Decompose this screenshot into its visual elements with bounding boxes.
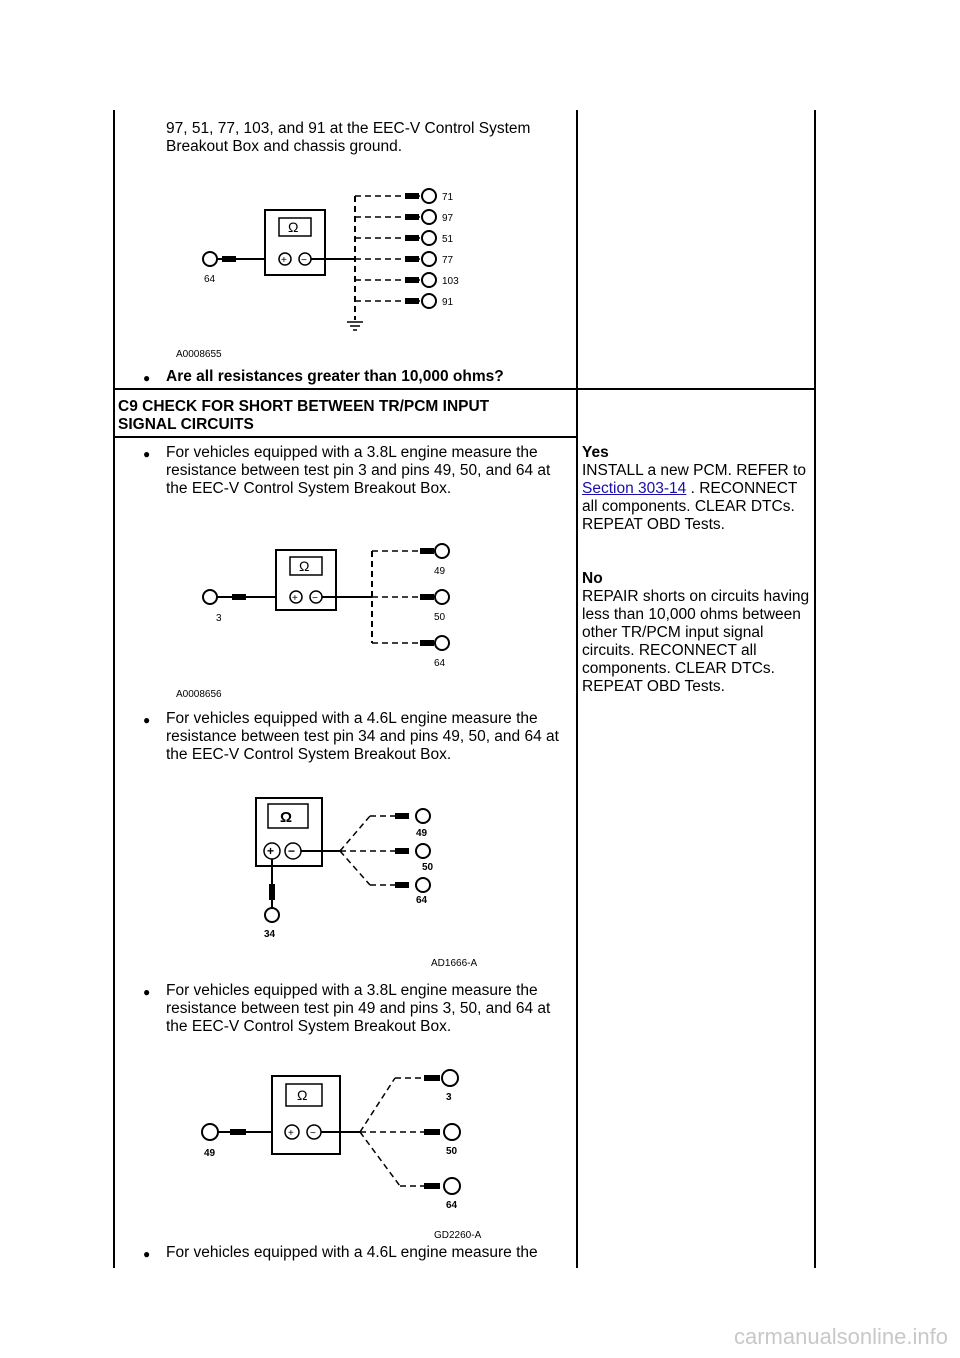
heading-divider: [113, 436, 578, 438]
svg-text:64: 64: [446, 1200, 458, 1211]
svg-text:−: −: [288, 844, 296, 858]
yes-text: INSTALL a new PCM. REFER to Section 303-14 . RECONNECT all components. CLEAR DTCs. REPEAT OBD Tests.: [582, 462, 806, 533]
no-text: REPAIR shorts on circuits having less than 10,000 ohms between other TR/PCM input signal circuits. RECONNECT all components. CLEAR DTCs. REPEAT OBD Tests.: [582, 588, 810, 695]
section-303-14-link[interactable]: Section 303-14: [582, 480, 687, 497]
table-left-border: [113, 110, 115, 1268]
c9-bullet-2-text: For vehicles equipped with a 4.6L engine measure the resistance between test pin 34 and pins 49, 50, and 64 at the EEC-V Control System Breakout Box.: [166, 710, 559, 763]
svg-text:+: +: [281, 255, 287, 266]
svg-text:103: 103: [442, 276, 459, 287]
svg-text:Ω: Ω: [280, 809, 293, 826]
svg-text:3: 3: [216, 613, 222, 624]
c8-question: Are all resistances greater than 10,000 ohms?: [166, 368, 504, 385]
figure-a0008656: [170, 535, 470, 700]
no-label: No: [582, 570, 603, 587]
c9-heading: C9 CHECK FOR SHORT BETWEEN TR/PCM INPUT SIGNAL CIRCUITS: [118, 398, 490, 433]
svg-text:50: 50: [434, 612, 446, 623]
svg-text:49: 49: [434, 566, 446, 577]
svg-text:−: −: [310, 1128, 316, 1139]
ground-icon: [347, 322, 363, 330]
svg-text:GD2260-A: GD2260-A: [434, 1230, 482, 1241]
ohm-icon: Ω: [288, 219, 299, 235]
svg-text:51: 51: [442, 234, 454, 245]
svg-text:64: 64: [434, 658, 446, 669]
c8-continued-text: 97, 51, 77, 103, and 91 at the EEC-V Control System Breakout Box and chassis ground.: [166, 120, 531, 155]
pin-label: 64: [204, 274, 216, 285]
svg-text:49: 49: [204, 1148, 216, 1159]
svg-text:−: −: [312, 593, 318, 604]
table-middle-border: [576, 110, 578, 1268]
c9-bullet-3-text: For vehicles equipped with a 3.8L engine measure the resistance between test pin 49 and pins 3, 50, and 64 at the EEC-V Control System Breakout Box.: [166, 982, 551, 1035]
bullet-icon: ●: [143, 713, 151, 727]
svg-text:77: 77: [442, 255, 454, 266]
bullet-icon: ●: [143, 371, 151, 385]
svg-text:AD1666-A: AD1666-A: [431, 958, 478, 969]
svg-text:+: +: [292, 593, 298, 604]
svg-text:49: 49: [416, 828, 428, 839]
svg-text:91: 91: [442, 297, 454, 308]
bullet-icon: ●: [143, 985, 151, 999]
bullet-icon: ●: [143, 447, 151, 461]
row-divider: [113, 388, 816, 390]
watermark: carmanualsonline.info: [733, 1324, 948, 1349]
figure-gd2260-a: [190, 1060, 510, 1245]
svg-text:50: 50: [446, 1146, 458, 1157]
svg-text:97: 97: [442, 213, 454, 224]
bullet-icon: ●: [143, 1247, 151, 1261]
svg-text:+: +: [267, 844, 275, 858]
pin-ladder: [355, 189, 459, 308]
svg-text:34: 34: [264, 929, 276, 940]
svg-text:+: +: [288, 1128, 294, 1139]
svg-text:50: 50: [422, 862, 434, 873]
svg-text:Ω: Ω: [297, 1087, 308, 1103]
figure-id: A0008655: [176, 349, 222, 360]
svg-text:3: 3: [446, 1092, 452, 1103]
c9-bullet-1-text: For vehicles equipped with a 3.8L engine measure the resistance between test pin 3 and pins 49, 50, and 64 at the EEC-V Control System Breakout Box.: [166, 444, 551, 497]
figure-ad1666-a: [240, 790, 490, 970]
table-right-border: [814, 110, 816, 1268]
yes-label: Yes: [582, 444, 609, 461]
svg-text:−: −: [301, 255, 307, 266]
svg-text:A0008656: A0008656: [176, 689, 222, 700]
c9-bullet-4-text: For vehicles equipped with a 4.6L engine measure the: [166, 1244, 538, 1261]
svg-text:64: 64: [416, 895, 428, 906]
figure-a0008655: [170, 180, 470, 365]
svg-text:71: 71: [442, 192, 454, 203]
svg-text:Ω: Ω: [299, 558, 310, 574]
